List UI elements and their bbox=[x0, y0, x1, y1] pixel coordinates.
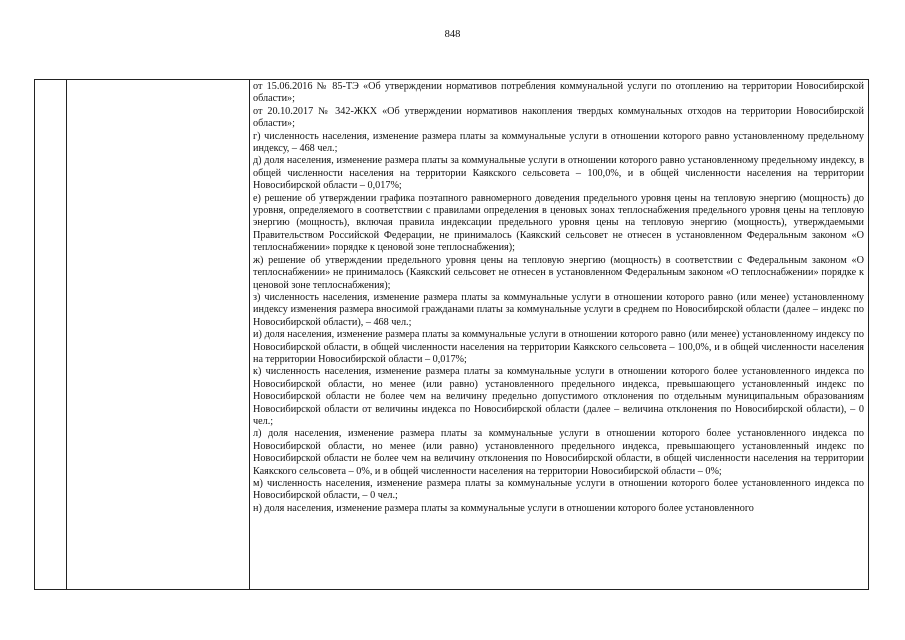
paragraph: л) доля населения, изменение размера платы за коммунальные услуги в отношении которого более установленного индекса по Новосибирской области, но менее (или равно) установленного предельного индекса, превышающего установленный индекс по Новосибирской области не более чем на величину отклонения по Новосибирской области, в общей численности населения на территории Каякского сельсовета – 0%, и в общей численности населения на территории Новосибирской области – 0%; bbox=[253, 428, 864, 477]
paragraph: к) численность населения, изменение размера платы за коммунальные услуги в отношении которого более установленного индекса по Новосибирской области, но менее (или равно) установленного предельного индекса, превышающего установленный индекс по Новосибирской области не более чем на величину предельно допустимого отклонения по отдельным муниципальным образованиям Новосибирской области от величины индекса по Новосибирской области (далее – величина отклонения по Новосибирской области), – 0 чел.; bbox=[253, 366, 864, 427]
table-cell-number bbox=[35, 80, 67, 589]
paragraph: е) решение об утверждении графика поэтапного равномерного доведения предельного уровня цены на тепловую энергию (мощность) до уровня, определяемого в соответствии с правилами определения в ценовых зонах теплоснабжения предельного уровня цены на тепловую энергию (мощность), включая правила индексации предельного уровня цены на тепловую энергию (мощность), утверждаемыми Правительством Российской Федерации, не принималось (Каякский сельсовет не отнесен в установленном Федеральным законом «О теплоснабжении» порядке к ценовой зоне теплоснабжения); bbox=[253, 192, 864, 254]
paragraph: и) доля населения, изменение размера платы за коммунальные услуги в отношении которого равно (или менее) установленному индексу по Новосибирской области, в общей численности населения на территории Каякского сельсовета – 100,0%, и в общей численности населения на территории Новосибирской области – 0,017%; bbox=[253, 329, 864, 365]
paragraph: з) численность населения, изменение размера платы за коммунальные услуги в отношении которого равно (или менее) установленному индексу изменения размера вносимой гражданами платы за коммунальные услуги в среднем по Новосибирской области (далее – индекс по Новосибирской области), – 468 чел.; bbox=[253, 291, 864, 328]
paragraph: д) доля населения, изменение размера платы за коммунальные услуги в отношении которого равно установленному предельному индексу, в общей численности населения на территории Каякского сельсовета – 100,0%, и в общей численности населения на территории Новосибирской области – 0,017%; bbox=[253, 155, 864, 192]
paragraph: м) численность населения, изменение размера платы за коммунальные услуги в отношении которого более установленного индекса по Новосибирской области, – 0 чел.; bbox=[253, 478, 864, 502]
page-number: 848 bbox=[444, 29, 461, 40]
table-cell-name bbox=[67, 80, 250, 589]
paragraph: г) численность населения, изменение размера платы за коммунальные услуги в отношении которого равно установленному предельному индексу, – 468 чел.; bbox=[253, 130, 864, 155]
document-table bbox=[34, 79, 869, 590]
paragraph: от 15.06.2016 № 85-ТЭ «Об утверждении нормативов потребления коммунальной услуги по отоплению на территории Новосибирской области»; bbox=[253, 81, 864, 105]
table-cell-content bbox=[250, 80, 868, 589]
paragraph: от 20.10.2017 № 342-ЖКХ «Об утверждении нормативов накопления твердых коммунальных отходов на территории Новосибирской области»; bbox=[253, 105, 864, 130]
paragraph: ж) решение об утверждении предельного уровня цены на тепловую энергию (мощность) в соответствии с Федеральным законом «О теплоснабжении» не принималось (Каякский сельсовет не отнесен в установленном Федеральным законом «О теплоснабжении» порядке к ценовой зоне теплоснабжения); bbox=[253, 254, 864, 291]
paragraph: н) доля населения, изменение размера платы за коммунальные услуги в отношении которого более установленного bbox=[253, 502, 754, 514]
